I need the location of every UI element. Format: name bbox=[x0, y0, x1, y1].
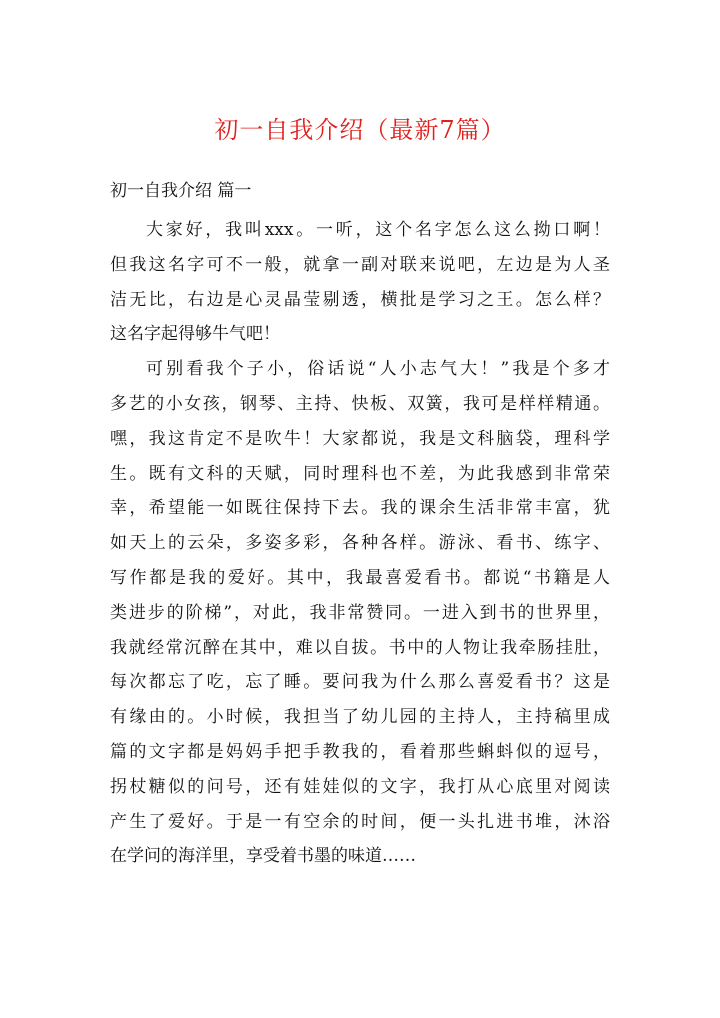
paragraph-2-line: 在学问的海洋里，享受着书墨的味道…… bbox=[110, 846, 416, 867]
paragraph-1-line: 大家好，我叫xxx。一听，这个名字怎么这么拗口啊！ bbox=[146, 220, 610, 240]
paragraph-2-line: 生。既有文科的天赋，同时理科也不差，为此我感到非常荣 bbox=[110, 463, 610, 484]
section-heading: 初一自我介绍 篇一 bbox=[110, 181, 252, 201]
paragraph-2-line: 类进步的阶梯”，对此，我非常赞同。一进入到书的世界里， bbox=[110, 602, 610, 623]
paragraph-2-line: 我就经常沉醉在其中，难以自拔。书中的人物让我牵肠挂肚， bbox=[110, 637, 610, 658]
paragraph-2-line: 多艺的小女孩，钢琴、主持、快板、双簧，我可是样样精通。 bbox=[110, 393, 610, 414]
paragraph-2-line: 产生了爱好。于是一有空余的时间，便一头扎进书堆，沐浴 bbox=[110, 811, 610, 832]
paragraph-2-line: 有缘由的。小时候，我担当了幼儿园的主持人，主持稿里成 bbox=[110, 707, 610, 728]
paragraph-2-line: 篇的文字都是妈妈手把手教我的，看着那些蝌蚪似的逗号， bbox=[110, 741, 610, 762]
paragraph-2-line: 嘿，我这肯定不是吹牛！大家都说，我是文科脑袋，理科学 bbox=[110, 428, 610, 449]
paragraph-1-line: 洁无比，右边是心灵晶莹剔透，横批是学习之王。怎么样？ bbox=[110, 289, 610, 310]
paragraph-2-line: 幸，希望能一如既往保持下去。我的课余生活非常丰富，犹 bbox=[110, 498, 610, 519]
paragraph-2-line: 可别看我个子小，俗话说“人小志气大！”我是个多才 bbox=[146, 359, 610, 380]
paragraph-1-line: 但我这名字可不一般，就拿一副对联来说吧，左边是为人圣 bbox=[110, 254, 610, 275]
paragraph-2-line: 写作都是我的爱好。其中，我最喜爱看书。都说“书籍是人 bbox=[110, 567, 610, 588]
document-title: 初一自我介绍（最新7篇） bbox=[214, 116, 506, 144]
document-body bbox=[110, 213, 610, 874]
paragraph-2-line: 拐杖糖似的问号，还有娃娃似的文字，我打从心底里对阅读 bbox=[110, 776, 610, 797]
paragraph-2-line: 如天上的云朵，多姿多彩，各种各样。游泳、看书、练字、 bbox=[110, 533, 610, 554]
paragraph-2-line: 每次都忘了吃，忘了睡。要问我为什么那么喜爱看书？这是 bbox=[110, 672, 610, 693]
paragraph-1-line: 这名字起得够牛气吧！ bbox=[110, 324, 280, 345]
